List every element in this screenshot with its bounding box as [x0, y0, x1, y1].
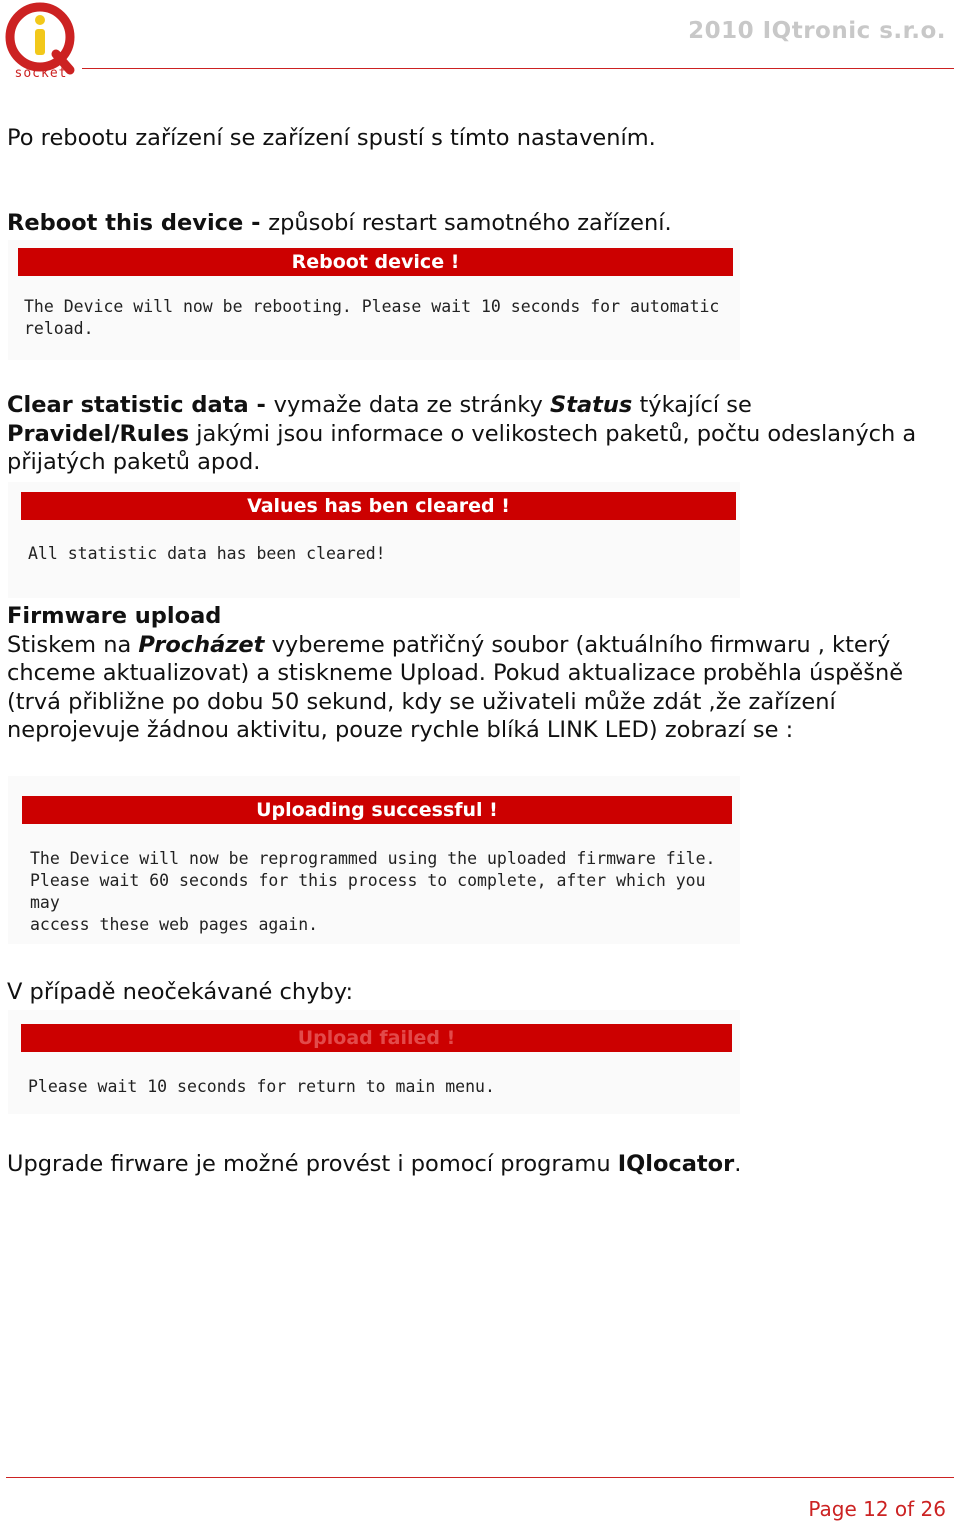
upgrade-paragraph	[7, 1150, 937, 1179]
iqlocator-term: IQlocator	[617, 1151, 735, 1177]
firmware-paragraph	[7, 602, 937, 745]
upload-failed-panel-message: Please wait 10 seconds for return to main menu.	[28, 1077, 495, 1096]
footer-divider	[6, 1477, 954, 1478]
error-paragraph: V případě neočekávané chyby:	[7, 979, 354, 1005]
reboot-panel-message: The Device will now be rebooting. Please wait 10 seconds for automatic reload.	[24, 297, 720, 338]
header-divider	[82, 68, 954, 69]
upload-success-panel-title: Uploading successful !	[22, 796, 732, 824]
status-term: Status	[550, 392, 633, 418]
reboot-paragraph	[7, 209, 937, 238]
reboot-label: Reboot this device -	[7, 210, 269, 236]
upload-failed-panel-title: Upload failed !	[21, 1024, 732, 1052]
clear-stats-text-1: vymaže data ze stránky	[273, 392, 550, 418]
reboot-description: způsobí restart samotného zařízení.	[268, 210, 672, 236]
clear-stats-text-3: jakými jsou informace o velikostech paketů, počtu odeslaných a přijatých paketů apod.	[7, 420, 917, 475]
reboot-screenshot	[8, 240, 740, 360]
company-name: 2010 IQtronic s.r.o.	[688, 18, 946, 44]
intro-paragraph: Po rebootu zařízení se zařízení spustí s tímto nastavením.	[7, 125, 656, 151]
firmware-heading: Firmware upload	[7, 603, 222, 629]
firmware-text-1: Stiskem na	[7, 631, 139, 658]
upgrade-text-2: .	[734, 1151, 742, 1177]
upload-success-screenshot	[8, 776, 740, 944]
firmware-text-2: vybereme patřičný soubor (aktuálního firmwaru , který chceme aktualizovat) a stiskneme Upload. Pokud aktualizace proběhla úspěšně (trvá přibližne po dobu 50 sekund, kdy se uživateli může zdát ,že zařízení neprojevuje žádnou aktivitu, pouze rychle blíká LINK LED) zobrazí se :	[7, 631, 904, 743]
clear-stats-label: Clear statistic data -	[7, 392, 274, 418]
clear-stats-panel-message: All statistic data has been cleared!	[28, 544, 386, 563]
page-number: Page 12 of 26	[808, 1497, 946, 1521]
clear-stats-paragraph	[7, 391, 937, 477]
clear-stats-panel-title: Values has ben cleared !	[21, 492, 736, 520]
upload-success-panel-message: The Device will now be reprogrammed using the uploaded firmware file. Please wait 60 seconds for this process to complete, after which you may access these web pages again.	[30, 849, 716, 934]
rules-term: Pravidel/Rules	[7, 420, 190, 447]
logo-text: socket	[14, 66, 68, 81]
upload-failed-screenshot	[8, 1010, 740, 1114]
upgrade-text-1: Upgrade firware je možné provést i pomocí programu	[7, 1151, 618, 1177]
prochazet-term: Procházet	[138, 631, 265, 658]
clear-stats-screenshot	[8, 482, 740, 598]
clear-stats-text-2: týkající se	[632, 392, 752, 418]
reboot-panel-title: Reboot device !	[18, 248, 733, 276]
iqsocket-logo	[4, 2, 78, 84]
